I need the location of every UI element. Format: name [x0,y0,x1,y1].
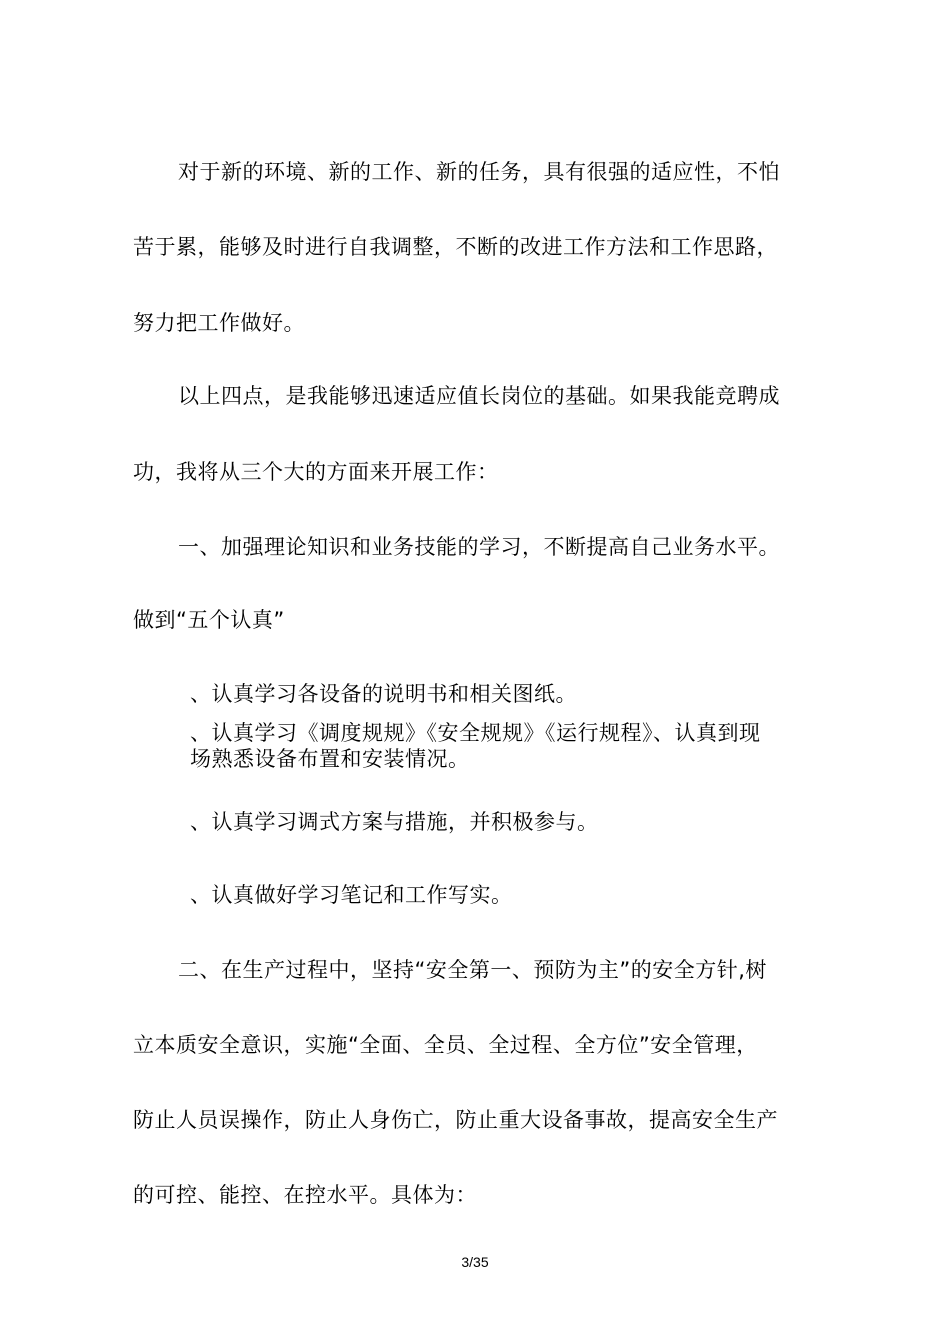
list-item: 、认真学习《调度规规》《安全规规》《运行规程》、认真到现 [190,721,761,745]
paragraph-line: 立本质安全意识，实施“全面、全员、全过程、全方位”安全管理， [133,1033,758,1057]
list-item: 、认真学习调式方案与措施，并积极参与。 [190,810,599,834]
list-item-continuation: 场熟悉设备布置和安装情况。 [190,747,470,771]
list-item: 、认真做好学习笔记和工作写实。 [190,883,513,907]
paragraph-line: 的可控、能控、在控水平。具体为： [133,1183,477,1207]
paragraph-line: 努力把工作做好。 [133,311,305,335]
paragraph-line: 防止人员误操作，防止人身伤亡，防止重大设备事故，提高安全生产 [133,1108,778,1132]
section-heading: 二、在生产过程中，坚持“安全第一、预防为主”的安全方针,树 [178,958,767,982]
page-number: 3/35 [461,1254,489,1270]
paragraph-line: 以上四点，是我能够迅速适应值长岗位的基础。如果我能竞聘成 [178,384,780,408]
paragraph-line: 苦于累，能够及时进行自我调整，不断的改进工作方法和工作思路， [133,235,778,259]
paragraph-line: 做到“五个认真” [133,608,285,632]
section-heading: 一、加强理论知识和业务技能的学习，不断提高自己业务水平。 [178,535,780,559]
paragraph-line: 对于新的环境、新的工作、新的任务，具有很强的适应性，不怕 [178,160,780,184]
list-item: 、认真学习各设备的说明书和相关图纸。 [190,682,577,706]
paragraph-line: 功，我将从三个大的方面来开展工作： [133,460,499,484]
